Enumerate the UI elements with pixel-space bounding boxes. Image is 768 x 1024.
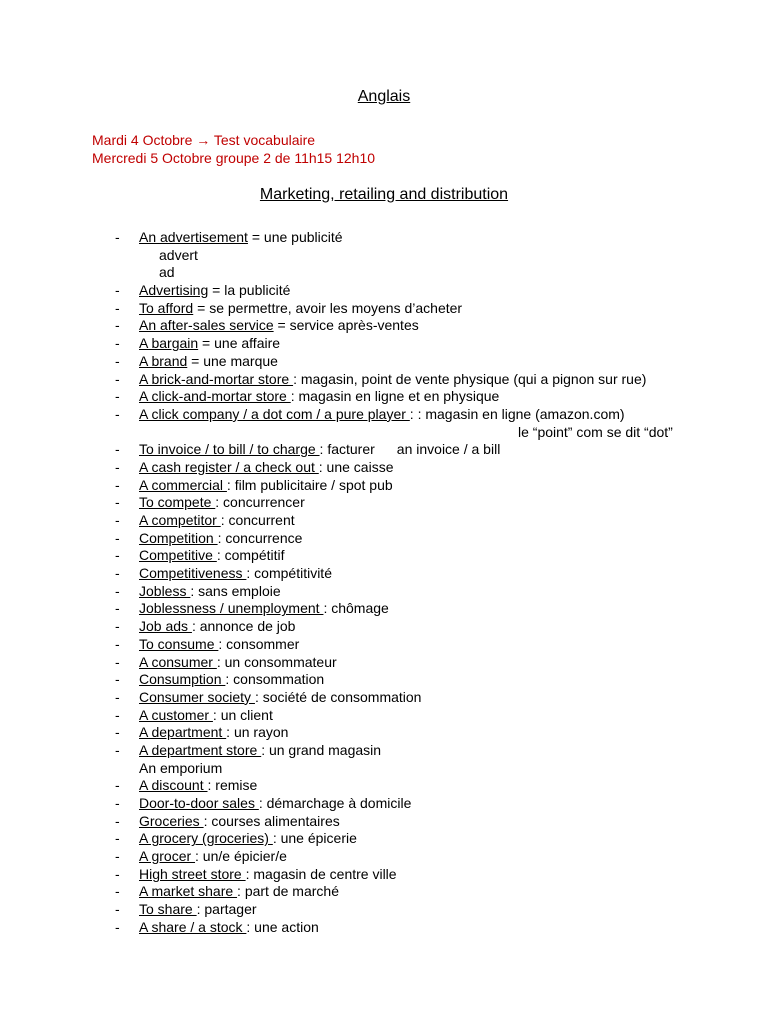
bullet-dash: - <box>115 335 120 352</box>
vocab-entry <box>139 848 287 866</box>
vocab-row <box>0 282 768 300</box>
bullet-dash: - <box>115 229 120 245</box>
bullet-dash: - <box>115 476 120 493</box>
vocab-row <box>0 300 768 318</box>
vocab-term: Advertising <box>139 282 209 299</box>
vocab-synonym: ad <box>159 264 175 281</box>
vocab-entry <box>139 707 273 725</box>
vocab-row <box>0 742 768 760</box>
vocab-entry <box>139 813 340 831</box>
vocab-row <box>0 618 768 636</box>
vocab-row <box>0 671 768 689</box>
vocab-term: A consumer <box>139 653 217 670</box>
vocab-term: A customer <box>139 706 213 723</box>
vocab-term: A department <box>139 724 227 741</box>
bullet-dash: - <box>115 724 120 741</box>
vocab-synonym: advert <box>159 246 198 263</box>
vocab-row <box>0 795 768 813</box>
vocab-definition: : part de marché <box>237 883 339 900</box>
vocab-definition: : une caisse <box>318 458 394 475</box>
vocab-definition: : un/e épicier/e <box>195 848 287 865</box>
vocab-entry <box>139 565 332 583</box>
vocab-term: A click-and-mortar store <box>139 388 291 405</box>
bullet-dash: - <box>115 494 120 511</box>
vocabulary-list <box>0 229 768 937</box>
vocab-definition: : facturer <box>319 441 375 458</box>
bullet-dash: - <box>115 653 120 670</box>
vocab-term: To afford <box>139 299 194 316</box>
vocab-entry <box>139 866 397 884</box>
bullet-dash: - <box>115 512 120 528</box>
vocab-definition: : société de consommation <box>254 688 422 705</box>
vocab-definition: : un consommateur <box>216 653 337 670</box>
vocab-definition: : magasin de centre ville <box>245 865 397 882</box>
vocab-row <box>0 229 768 247</box>
bullet-dash: - <box>115 901 120 918</box>
bullet-dash: - <box>115 299 120 316</box>
bullet-dash: - <box>115 706 120 723</box>
vocab-term: A grocer <box>139 848 196 865</box>
vocab-row <box>0 547 768 565</box>
vocab-entry <box>139 371 646 389</box>
vocab-entry <box>139 441 500 459</box>
vocab-definition: : un client <box>212 706 273 723</box>
vocab-entry <box>139 724 288 742</box>
vocab-definition: : film publicitaire / spot pub <box>226 476 393 493</box>
vocab-term: Door-to-door sales <box>139 795 259 811</box>
vocab-term: An advertisement <box>139 229 248 245</box>
document-title: Anglais <box>357 88 411 105</box>
vocab-entry <box>139 901 257 919</box>
vocab-entry <box>139 919 319 937</box>
vocab-entry <box>139 335 280 353</box>
bullet-dash: - <box>115 352 120 369</box>
vocab-row <box>0 264 768 282</box>
vocab-definition: : consommer <box>218 635 300 652</box>
notice-line-test: Mardi 4 Octobre → Test vocabulaire <box>92 132 316 148</box>
vocab-row <box>0 760 768 778</box>
vocab-definition: : un grand magasin <box>261 741 382 758</box>
bullet-dash: - <box>115 547 120 564</box>
bullet-dash: - <box>115 865 120 882</box>
vocab-row <box>0 477 768 495</box>
bullet-dash: - <box>115 618 120 635</box>
vocab-definition: : une action <box>246 918 319 935</box>
bullet-dash: - <box>115 529 120 546</box>
vocab-term: An after-sales service <box>139 317 274 334</box>
vocab-definition: = service après-ventes <box>273 317 419 334</box>
vocab-term: Job ads <box>139 618 192 635</box>
vocab-entry <box>139 600 389 618</box>
vocab-entry <box>139 583 281 601</box>
vocab-term: A cash register / a check out <box>139 458 319 475</box>
bullet-dash: - <box>115 848 120 865</box>
vocab-row <box>0 724 768 742</box>
bullet-dash: - <box>115 671 120 688</box>
vocab-entry <box>139 618 295 636</box>
vocab-term: A grocery (groceries) <box>139 830 273 847</box>
vocab-definition: : magasin en ligne et en physique <box>290 388 500 405</box>
vocab-entry <box>139 883 339 901</box>
vocab-entry <box>139 777 257 795</box>
vocab-definition: : partager <box>196 901 257 918</box>
bullet-dash: - <box>115 370 120 387</box>
vocab-entry <box>139 282 290 300</box>
vocab-definition: : remise <box>207 777 258 794</box>
vocab-term: Jobless <box>139 582 191 599</box>
bullet-dash: - <box>115 777 120 794</box>
vocab-definition: : compétitivité <box>246 565 332 582</box>
vocab-term: To invoice / to bill / to charge <box>139 441 320 458</box>
vocab-row <box>0 494 768 512</box>
vocab-row <box>0 883 768 901</box>
bullet-dash: - <box>115 883 120 900</box>
vocab-entry <box>139 671 324 689</box>
vocab-row <box>0 406 768 424</box>
vocab-definition: : consommation <box>225 671 325 688</box>
vocab-term: High street store <box>139 865 246 882</box>
vocab-row <box>0 901 768 919</box>
vocab-definition: : courses alimentaires <box>203 812 340 829</box>
bullet-dash: - <box>115 582 120 599</box>
vocab-term: A department store <box>139 741 262 758</box>
vocab-term: Competitive <box>139 547 217 564</box>
vocab-row <box>0 813 768 831</box>
bullet-dash: - <box>115 317 120 334</box>
bullet-dash: - <box>115 795 120 811</box>
vocab-term: Groceries <box>139 812 204 829</box>
vocab-entry <box>139 353 278 371</box>
vocab-row <box>0 636 768 654</box>
vocab-definition: : annonce de job <box>191 618 296 635</box>
vocab-row <box>0 317 768 335</box>
bullet-dash: - <box>115 458 120 475</box>
bullet-dash: - <box>115 600 120 617</box>
vocab-definition: = la publicité <box>208 282 291 299</box>
vocab-entry <box>139 512 295 530</box>
vocab-definition: : concurrent <box>220 512 295 528</box>
vocab-row <box>0 707 768 725</box>
vocab-definition: : démarchage à domicile <box>258 795 412 811</box>
vocab-term: A click company / a dot com / a pure player <box>139 405 410 422</box>
vocab-entry <box>139 742 381 760</box>
bullet-dash: - <box>115 812 120 829</box>
vocab-definition: = se permettre, avoir les moyens d’acheter <box>193 299 463 316</box>
vocab-definition: : concurrencer <box>215 494 305 511</box>
vocab-entry <box>139 547 285 565</box>
vocab-term: A brick-and-mortar store <box>139 370 294 387</box>
vocab-definition: : magasin, point de vente physique (qui a pignon sur rue) <box>293 370 647 387</box>
vocab-definition: : un rayon <box>226 724 289 741</box>
vocab-row <box>0 919 768 937</box>
vocab-row <box>0 654 768 672</box>
vocab-entry <box>139 795 411 813</box>
vocab-definition: : compétitif <box>216 547 285 564</box>
notice-line-group: Mercredi 5 Octobre groupe 2 de 11h15 12h10 <box>92 150 376 166</box>
bullet-dash: - <box>115 688 120 705</box>
vocab-definition: = une marque <box>187 352 278 369</box>
vocab-term: Joblessness / unemployment <box>139 600 324 617</box>
vocab-term: To share <box>139 901 197 918</box>
vocab-row <box>0 689 768 707</box>
vocab-row <box>0 848 768 866</box>
vocab-definition: : une épicerie <box>272 830 357 847</box>
vocab-definition: = une affaire <box>198 335 281 352</box>
vocab-entry <box>139 830 357 848</box>
bullet-dash: - <box>115 830 120 847</box>
bullet-dash: - <box>115 918 120 935</box>
vocab-term: A market share <box>139 883 238 900</box>
vocab-term: Competitiveness <box>139 565 247 582</box>
vocab-entry <box>139 229 343 247</box>
vocab-row <box>0 583 768 601</box>
vocab-term: A discount <box>139 777 208 794</box>
vocab-term: To compete <box>139 494 216 511</box>
vocab-row <box>0 777 768 795</box>
bullet-dash: - <box>115 441 120 458</box>
vocab-entry <box>139 406 625 424</box>
vocab-note: le “point” com se dit “dot” <box>518 423 673 440</box>
vocab-entry <box>139 494 305 512</box>
vocab-term: To consume <box>139 635 219 652</box>
vocab-entry <box>139 459 393 477</box>
bullet-dash: - <box>115 405 120 422</box>
vocab-synonym: An emporium <box>139 759 223 776</box>
vocab-row <box>0 600 768 618</box>
vocab-row <box>0 459 768 477</box>
bullet-dash: - <box>115 565 120 582</box>
vocab-entry <box>139 689 421 707</box>
vocab-entry <box>139 530 302 548</box>
vocab-entry <box>139 477 393 495</box>
bullet-dash: - <box>115 635 120 652</box>
vocab-term: A commercial <box>139 476 227 493</box>
vocab-row <box>0 335 768 353</box>
vocab-entry <box>139 654 337 672</box>
vocab-definition: : : magasin en ligne (amazon.com) <box>409 405 625 422</box>
vocab-entry <box>139 388 499 406</box>
vocab-term: Consumption <box>139 671 226 688</box>
vocab-row <box>0 441 768 459</box>
bullet-dash: - <box>115 282 120 299</box>
vocab-term: A brand <box>139 352 188 369</box>
vocab-row <box>0 512 768 530</box>
vocab-row <box>0 866 768 884</box>
vocab-row <box>0 353 768 371</box>
vocab-extra: an invoice / a bill <box>396 441 501 458</box>
vocab-row <box>0 565 768 583</box>
vocab-definition: : chômage <box>323 600 389 617</box>
vocab-term: Competition <box>139 529 218 546</box>
vocab-row <box>0 247 768 265</box>
vocab-entry <box>139 636 299 654</box>
vocab-term: A share / a stock <box>139 918 247 935</box>
vocab-entry <box>139 317 419 335</box>
vocab-term: Consumer society <box>139 688 255 705</box>
vocab-definition: = une publicité <box>247 229 343 245</box>
bullet-dash: - <box>115 388 120 405</box>
vocab-row <box>0 530 768 548</box>
vocab-row <box>0 388 768 406</box>
vocab-row <box>0 830 768 848</box>
vocab-entry <box>139 300 462 318</box>
vocab-term: A competitor <box>139 512 221 528</box>
vocab-definition: : sans emploie <box>190 582 281 599</box>
vocab-row <box>0 371 768 389</box>
vocab-row <box>0 424 768 442</box>
section-title: Marketing, retailing and distribution <box>259 186 509 203</box>
vocab-term: A bargain <box>139 335 199 352</box>
bullet-dash: - <box>115 741 120 758</box>
vocab-definition: : concurrence <box>217 529 303 546</box>
